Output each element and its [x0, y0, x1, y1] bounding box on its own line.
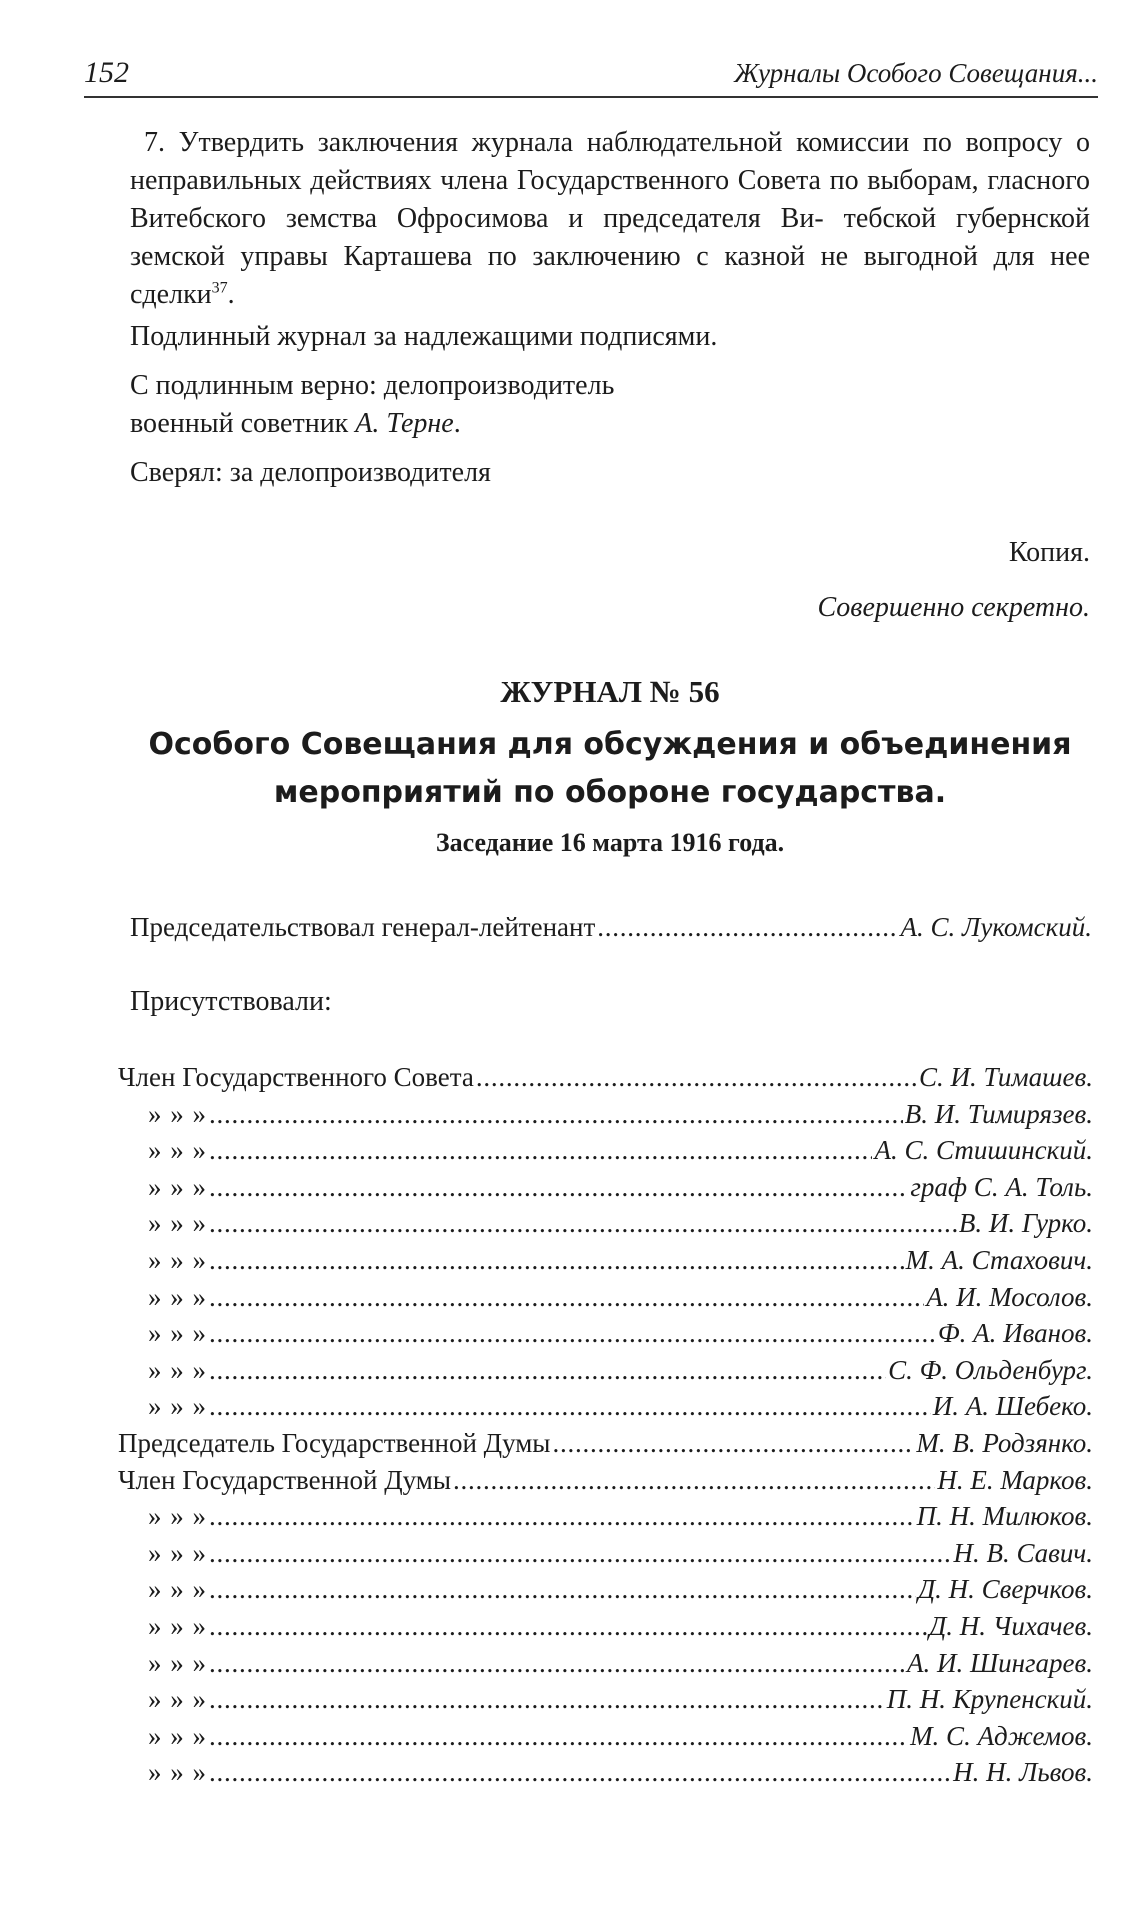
verified-line: Сверял: за делопроизводителя: [130, 457, 491, 488]
member-row: » » » . . . В. И. Тимирязев.: [118, 1099, 1093, 1136]
chair-name: А. С. Лукомский.: [900, 912, 1092, 942]
member-row: Член Государственного Совета . . . С. И. Тимашев.: [118, 1062, 1093, 1099]
member-row: » » » . . . Д. Н. Сверчков.: [118, 1574, 1093, 1611]
item-7-paragraph: [130, 124, 1090, 314]
member-row: » » » . . . А. И. Мосолов.: [118, 1282, 1093, 1319]
page-number: 152: [84, 56, 129, 89]
member-row: » » » . . . А. И. Шингарев.: [118, 1648, 1093, 1685]
member-row: » » » . . . М. С. Аджемов.: [118, 1721, 1093, 1758]
present-label: Присутствовали:: [130, 985, 332, 1017]
member-row: » » » . . . М. А. Стахович.: [118, 1245, 1093, 1282]
footnote-ref: 37: [211, 279, 228, 297]
member-row: » » » . . . Н. В. Савич.: [118, 1538, 1093, 1575]
stamp-block: [130, 534, 1090, 627]
journal-subtitle-1: Особого Совещания для обсуждения и объединения: [148, 727, 1072, 762]
session-date: Заседание 16 марта 1916 года.: [435, 828, 785, 857]
page-header: [84, 52, 1098, 98]
member-row: » » » . . . С. Ф. Ольденбург.: [118, 1355, 1093, 1392]
member-row: » » » . . . А. С. Стишинский.: [118, 1135, 1093, 1172]
secret-label: Совершенно секретно.: [817, 592, 1090, 623]
journal-subtitle-2: мероприятий по обороне государства.: [273, 775, 947, 810]
chair-row: [130, 908, 1092, 945]
member-row: Председатель Государственной Думы . . . М. В. Родзянко.: [118, 1428, 1093, 1465]
running-title: Журналы Особого Совещания...: [734, 58, 1098, 88]
adviser-line: военный советник А. Терне.: [130, 408, 461, 439]
chair-label: Председательствовал генерал-лейтенант: [130, 912, 596, 942]
item-7-text: 7. Утвердить заключения журнала наблюдательной комиссии по вопросу о неправильных действиях члена Государственного Совета по выборам, гласного Витебского земства Офросимова и председателя Ви- тебской губернской земской управы Карташева по заключению с казной не выгодной для нее сделки$^{37}$.: [130, 127, 1091, 310]
members-list: [118, 1062, 1093, 1794]
adviser-name: А. Терне: [355, 408, 454, 439]
copy-label: Копия.: [1008, 537, 1090, 568]
member-row: » » » . . . Ф. А. Иванов.: [118, 1318, 1093, 1355]
member-row: » » » . . . В. И. Гурко.: [118, 1208, 1093, 1245]
journal-title-block: [130, 672, 1090, 862]
member-row: » » » . . . П. Н. Крупенский.: [118, 1684, 1093, 1721]
chair-block: [130, 908, 1092, 1021]
member-row: » » » . . . П. Н. Милюков.: [118, 1501, 1093, 1538]
original-journal-note: Подлинный журнал за надлежащими подписями.: [130, 321, 718, 352]
member-row: » » » . . . граф С. А. Толь.: [118, 1172, 1093, 1209]
member-row: » » » . . . Н. Н. Львов.: [118, 1757, 1093, 1794]
signatures-block: [130, 318, 1090, 492]
journal-title: ЖУРНАЛ № 56: [500, 674, 720, 709]
member-row: » » » . . . Д. Н. Чихачев.: [118, 1611, 1093, 1648]
member-row: » » » . . . И. А. Шебеко.: [118, 1391, 1093, 1428]
true-copy-line: С подлинным верно: делопроизводитель: [130, 370, 615, 401]
member-row: Член Государственной Думы . . . Н. Е. Марков.: [118, 1465, 1093, 1502]
